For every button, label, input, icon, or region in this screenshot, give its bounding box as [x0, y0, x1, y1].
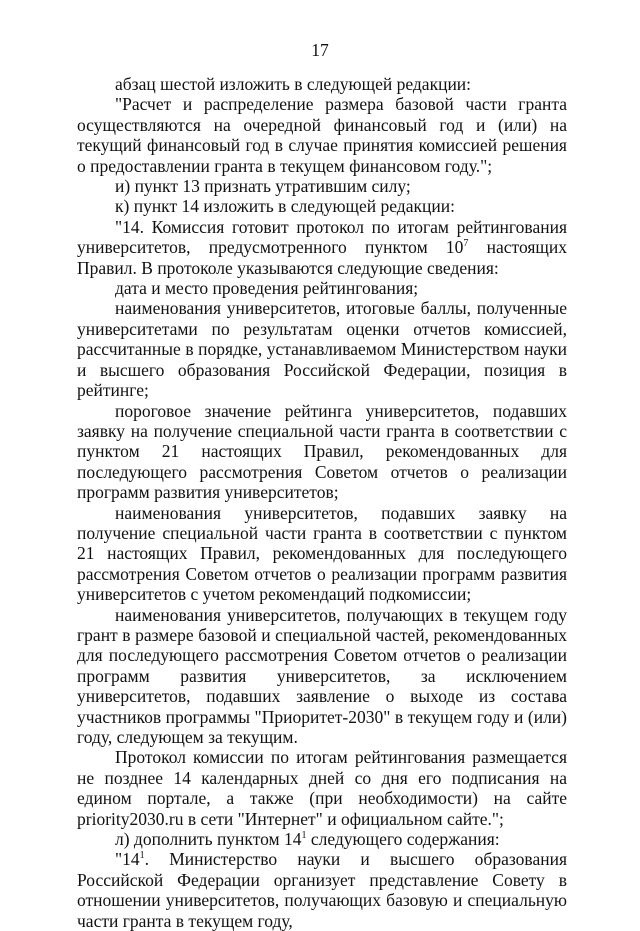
paragraph-text: л) дополнить пунктом 14 [115, 829, 302, 850]
paragraph: наименования университетов, получающих в текущем году грант в размере базовой и специальной частей, рекомендованных для последующего рассмотрения Советом отчетов о реализации программ развития университетов, за исключением университетов, подавших заявление о выходе из состава участников программы "Приоритет-2030" в текущем году и (или) году, следующем за текущим. [77, 604, 567, 747]
paragraph-14 [77, 217, 567, 278]
paragraph-l [77, 829, 567, 849]
paragraph: к) пункт 14 изложить в следующей редакции: [115, 196, 455, 217]
page-number: 17 [311, 40, 329, 60]
paragraph-text: . Министерство науки и высшего образования Российской Федерации организует представление Совету в отношении университетов, получающих базовую и специальную части гранта в текущем году, [77, 849, 567, 931]
paragraph-text: следующего содержания: [310, 829, 500, 850]
paragraph-text: "14. Комиссия готовит протокол по итогам рейтингования университетов, предусмотренного пунктом 10 [77, 216, 567, 258]
superscript: 1 [139, 850, 145, 862]
paragraph: и) пункт 13 признать утратившим силу; [115, 176, 411, 197]
paragraph-text: настоящих Правил. В протоколе указываются следующие сведения: [77, 237, 567, 278]
paragraph: пороговое значение рейтинга университетов, подавших заявку на получение специальной части гранта в соответствии с пунктом 21 настоящих Правил, рекомендованных для последующего рассмотрения Советом отчетов о реализации программ развития университетов; [77, 400, 567, 503]
paragraph: абзац шестой изложить в следующей редакции: [115, 74, 472, 94]
paragraph-text: "14 [115, 849, 140, 870]
document-body [77, 74, 567, 931]
paragraph: "Расчет и распределение размера базовой части гранта осуществляются на очередной финансовый год и (или) на текущий финансовый год в случае принятия комиссией решения о предоставлении гранта в текущем финансовом году."; [77, 94, 567, 176]
paragraph: наименования университетов, подавших заявку на получение специальной части гранта в соответствии с пунктом 21 настоящих Правил, рекомендованных для последующего рассмотрения Советом отчетов о реализации программ развития университетов с учетом рекомендаций подкомиссии; [77, 502, 567, 605]
superscript: 1 [301, 830, 307, 842]
paragraph: дата и место проведения рейтингования; [115, 278, 419, 299]
paragraph: наименования университетов, итоговые баллы, полученные университетами по результатам оценки отчетов комиссией, рассчитанные в порядке, устанавливаемом Министерством науки и высшего образования Российской Федерации, позиция в рейтинге; [77, 298, 567, 401]
paragraph-14-1 [77, 849, 567, 931]
paragraph: Протокол комиссии по итогам рейтингования размещается не позднее 14 календарных дней со дня его подписания на едином портале, а также (при необходимости) на сайте priority2030.ru в сети "Интернет" и официальном сайте."; [77, 747, 567, 829]
superscript: 7 [463, 238, 469, 250]
